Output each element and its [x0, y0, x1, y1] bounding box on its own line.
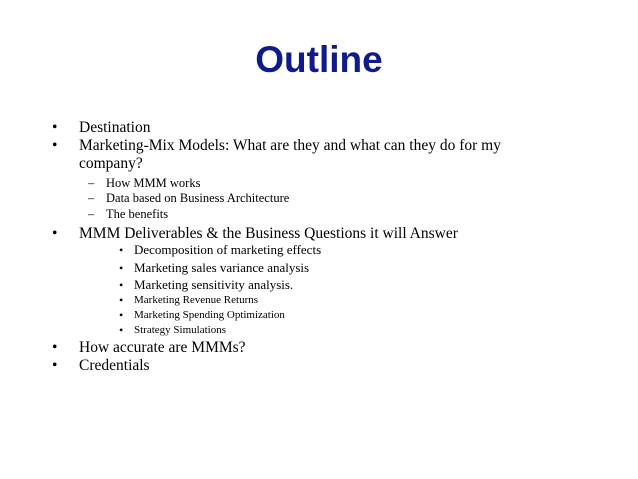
sub-item-text: Marketing Revenue Returns: [134, 294, 259, 306]
sub-item-text: The benefits: [106, 207, 169, 221]
bullet-marker: •: [119, 278, 124, 292]
sub-item-text: Marketing sales variance analysis: [134, 260, 310, 275]
outline-item-text: Marketing-Mix Models: What are they and what can they do for my company?: [79, 137, 501, 172]
outline-item-text: Destination: [79, 119, 151, 136]
sub-item-text: How MMM works: [106, 176, 201, 190]
outline-item-text: MMM Deliverables & the Business Questions it will Answer: [79, 225, 458, 242]
dash-marker: –: [88, 191, 95, 205]
bullet-marker: •: [119, 261, 124, 275]
outline-item-text: How accurate are MMMs?: [79, 339, 246, 356]
sub-item-text: Marketing Spending Optimization: [134, 309, 285, 321]
bullet-marker: •: [119, 243, 124, 257]
sub-item-text: Data based on Business Architecture: [106, 191, 290, 205]
bullet-marker: •: [52, 339, 58, 356]
bullet-marker: •: [52, 225, 58, 242]
bullet-marker: •: [119, 293, 124, 307]
bullet-marker: •: [119, 308, 124, 322]
bullet-marker: •: [52, 357, 58, 374]
bullet-marker: •: [119, 323, 124, 337]
sub-item-text: Marketing sensitivity analysis.: [134, 277, 294, 292]
bullet-marker: •: [52, 137, 58, 154]
sub-item-text: Strategy Simulations: [134, 324, 226, 336]
sub-item-text: Decomposition of marketing effects: [134, 242, 322, 257]
dash-marker: –: [88, 207, 95, 221]
dash-marker: –: [88, 176, 95, 190]
outline-item-text: Credentials: [79, 357, 150, 374]
bullet-marker: •: [52, 119, 58, 136]
slide-title: Outline: [255, 39, 383, 80]
